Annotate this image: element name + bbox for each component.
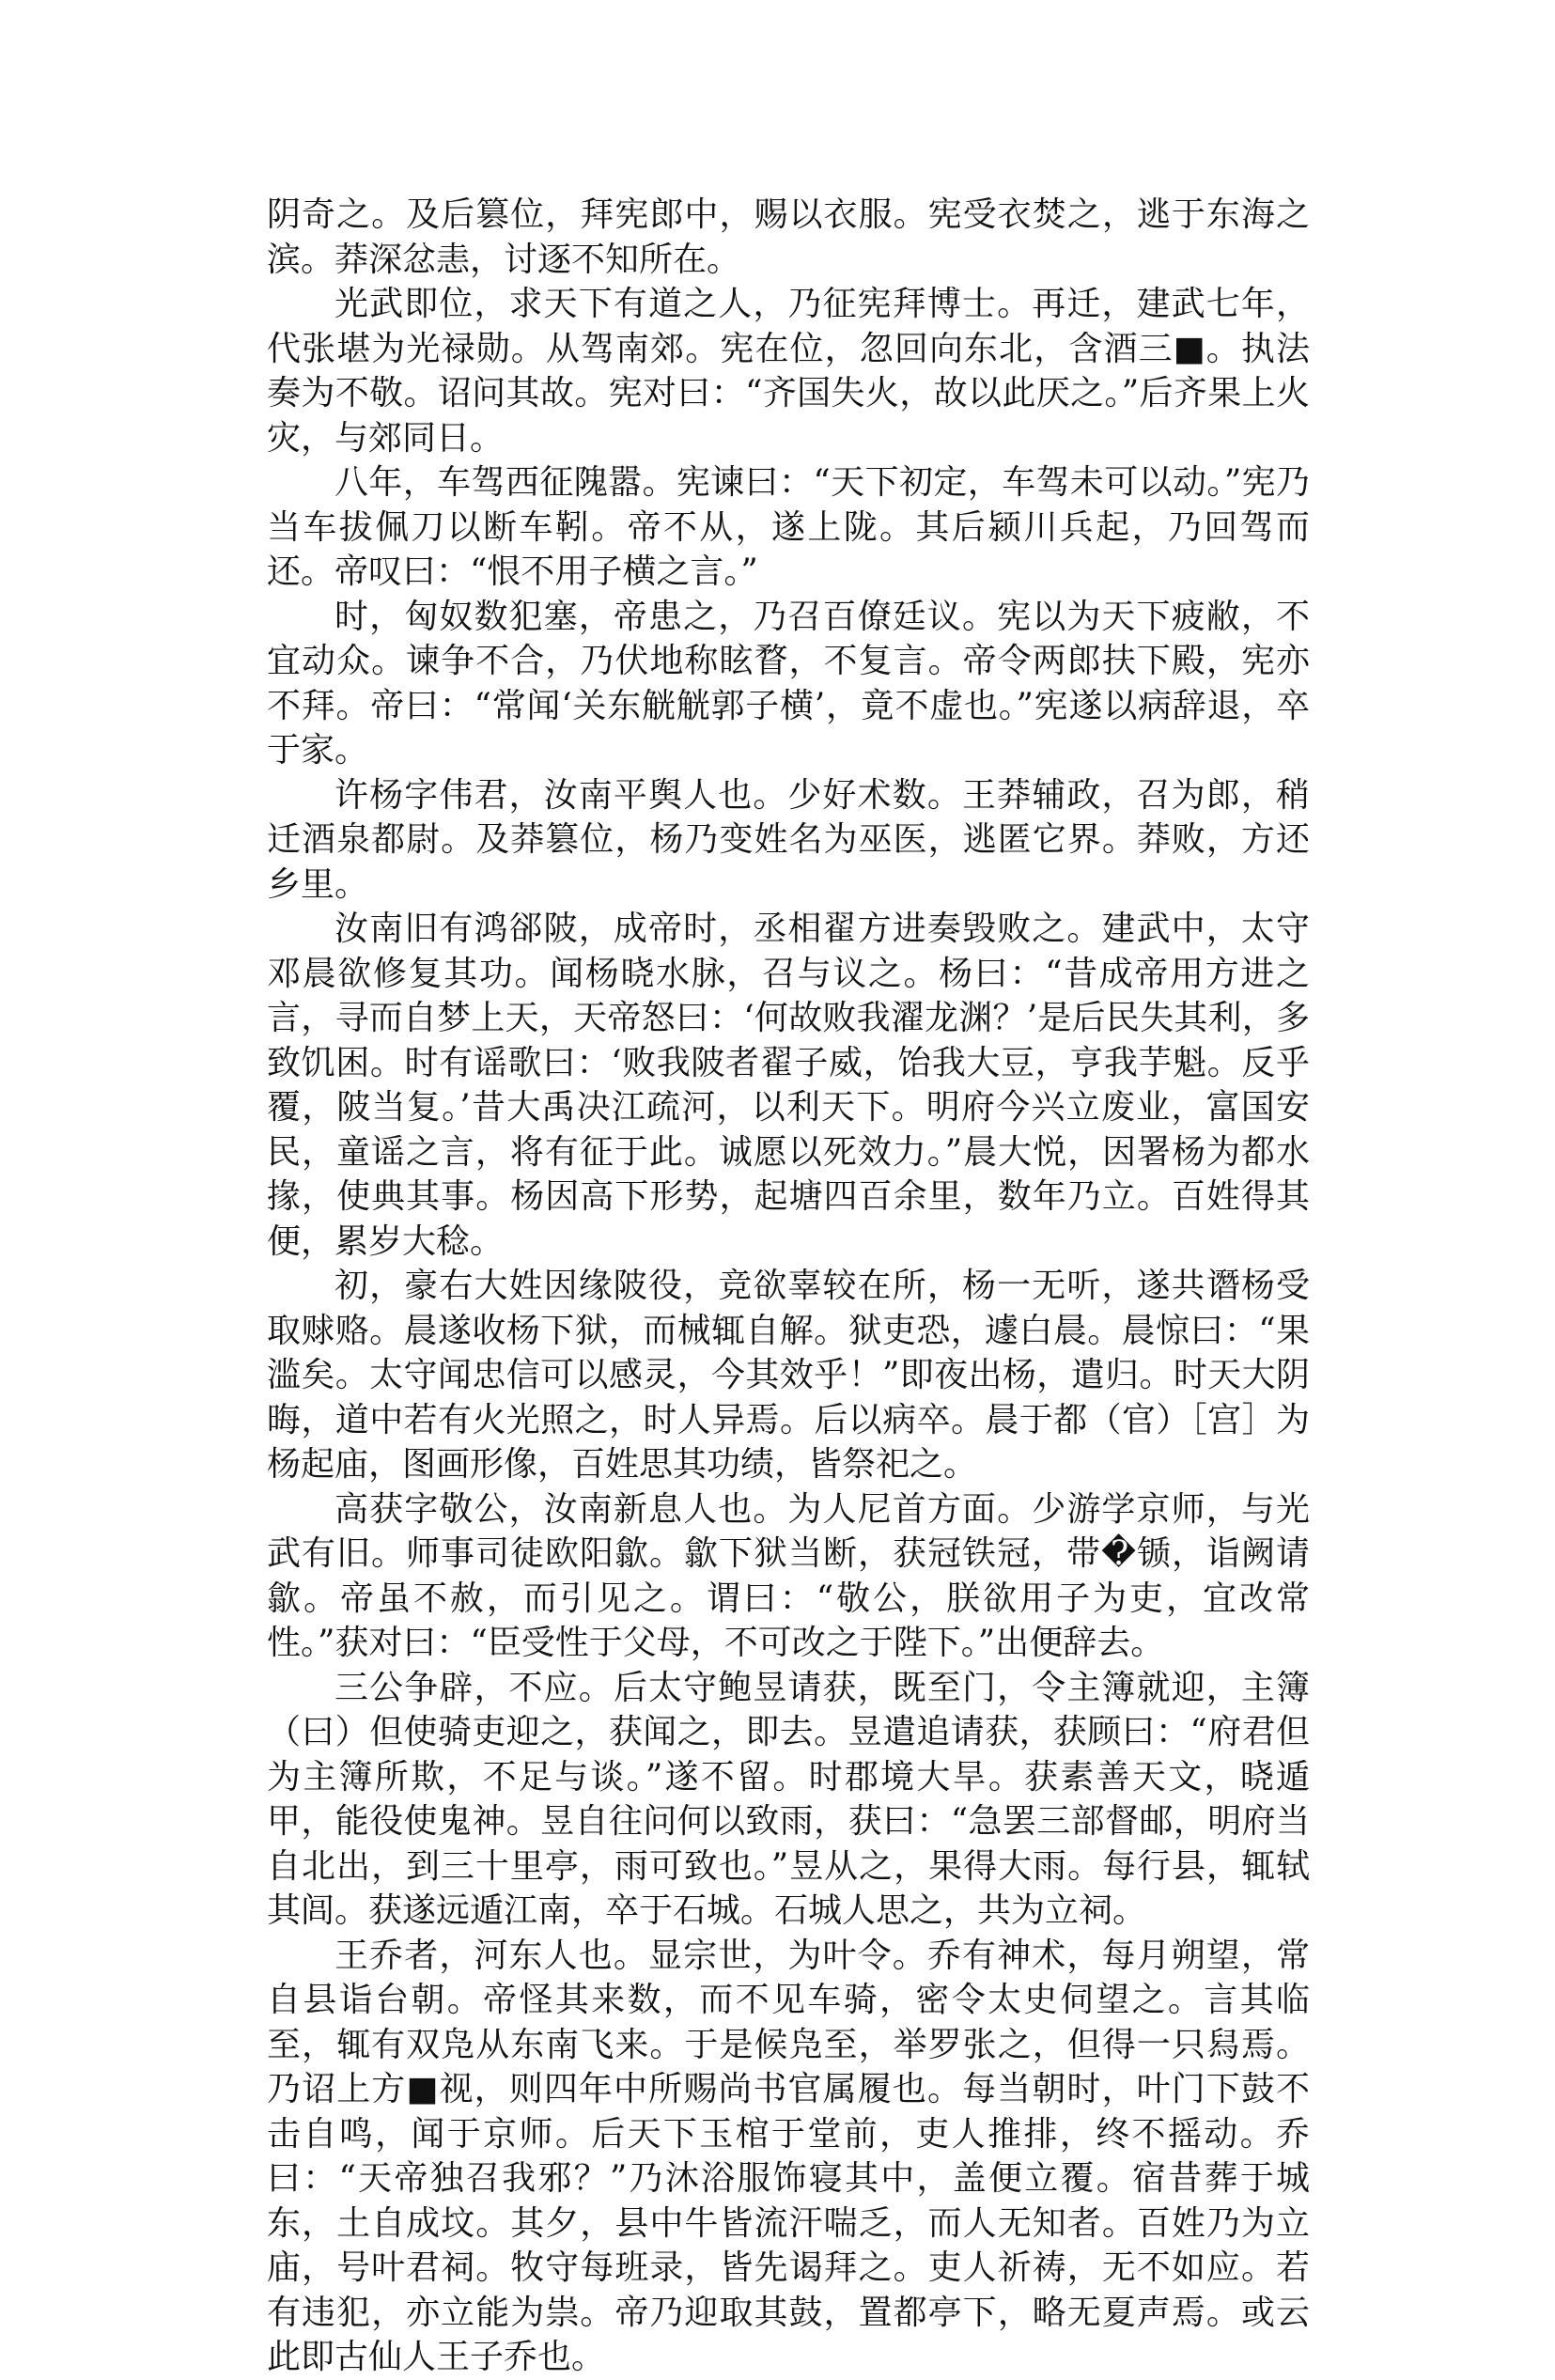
document-body [267,193,1310,2380]
paragraph: 高获字敬公，汝南新息人也。为人尼首方面。少游学京师，与光武有旧。师事司徒欧阳歙。歙下狱当断，获冠铁冠，带�锧，诣阙请歙。帝虽不赦，而引见之。谓曰：“敬公，朕欲用子为吏，宜改常性。”获对曰：“臣受性于父母，不可改之于陛下。”出便辞去。 [267,1489,1310,1662]
paragraph: 许杨字伟君，汝南平舆人也。少好术数。王莽辅政，召为郎，稍迁酒泉都尉。及莽篡位，杨乃变姓名为巫医，逃匿它界。莽败，方还乡里。 [267,775,1310,904]
paragraph: 时，匈奴数犯塞，帝患之，乃召百僚廷议。宪以为天下疲敝，不宜动众。谏争不合，乃伏地称眩瞀，不复言。帝令两郎扶下殿，宪亦不拜。帝曰：“常闻‘关东觥觥郭子横’，竟不虚也。”宪遂以病辞退，卒于家。 [267,597,1310,770]
paragraph: 汝南旧有鸿郤陂，成帝时，丞相翟方进奏毁败之。建武中，太守邓晨欲修复其功。闻杨晓水脉，召与议之。杨曰：“昔成帝用方进之言，寻而自梦上天，天帝怒曰：‘何故败我濯龙渊？’是后民失其利，多致饥困。时有谣歌曰：‘败我陂者翟子威，饴我大豆，亨我芋魁。反乎覆，陂当复。’昔大禹决江疏河，以利天下。明府今兴立废业，富国安民，童谣之言，将有征于此。诚愿以死效力。”晨大悦，因署杨为都水掾，使典其事。杨因高下形势，起塘四百余里，数年乃立。百姓得其便，累岁大稔。 [267,910,1310,1261]
paragraph: 初，豪右大姓因缘陂役，竞欲辜较在所，杨一无听，遂共谮杨受取赇赂。晨遂收杨下狱，而械辄自解。狱吏恐，遽白晨。晨惊曰：“果滥矣。太守闻忠信可以感灵，今其效乎！”即夜出杨，遣归。时天大阴晦，道中若有火光照之，时人异焉。后以病卒。晨于都（官）［宫］为杨起庙，图画形像，百姓思其功绩，皆祭祀之。 [267,1267,1310,1484]
paragraph: 阴奇之。及后篡位，拜宪郎中，赐以衣服。宪受衣焚之，逃于东海之滨。莽深忿恚，讨逐不知所在。 [267,195,1310,279]
paragraph: 八年，车驾西征隗嚣。宪谏曰：“天下初定，车驾未可以动。”宪乃当车拔佩刀以断车靷。帝不从，遂上陇。其后颍川兵起，乃回驾而还。帝叹曰：“恨不用子横之言。” [267,463,1310,591]
paragraph: 三公争辟，不应。后太守鲍昱请获，既至门，令主簿就迎，主簿（曰）但使骑吏迎之，获闻之，即去。昱遣追请获，获顾曰：“府君但为主簿所欺，不足与谈。”遂不留。时郡境大旱。获素善天文，晓遁甲，能役使鬼神。昱自往问何以致雨，获曰：“急罢三部督邮，明府当自北出，到三十里亭，雨可致也。”昱从之，果得大雨。每行县，辄轼其闾。获遂远遁江南，卒于石城。石城人思之，共为立祠。 [267,1668,1310,1930]
paragraph: 光武即位，求天下有道之人，乃征宪拜博士。再迁，建武七年，代张堪为光禄勋。从驾南郊。宪在位，忽回向东北，含酒三■。执法奏为不敬。诏问其故。宪对曰：“齐国失火，故以此厌之。”后齐果上火灾，与郊同日。 [267,285,1310,458]
paragraph: 王乔者，河东人也。显宗世，为叶令。乔有神术，每月朔望，常自县诣台朝。帝怪其来数，而不见车骑，密令太史伺望之。言其临至，辄有双凫从东南飞来。于是候凫至，举罗张之，但得一只舄焉。乃诏上方■视，则四年中所赐尚书官属履也。每当朝时，叶门下鼓不击自鸣，闻于京师。后天下玉棺于堂前，吏人推排，终不摇动。乔曰：“天帝独召我邪？”乃沐浴服饰寝其中，盖便立覆。宿昔葬于城东，土自成坟。其夕，县中牛皆流汗喘乏，而人无知者。百姓乃为立庙，号叶君祠。牧守每班录，皆先谒拜之。吏人祈祷，无不如应。若有违犯，亦立能为祟。帝乃迎取其鼓，置都亭下，略无夏声焉。或云此即古仙人王子乔也。 [267,1936,1310,2376]
